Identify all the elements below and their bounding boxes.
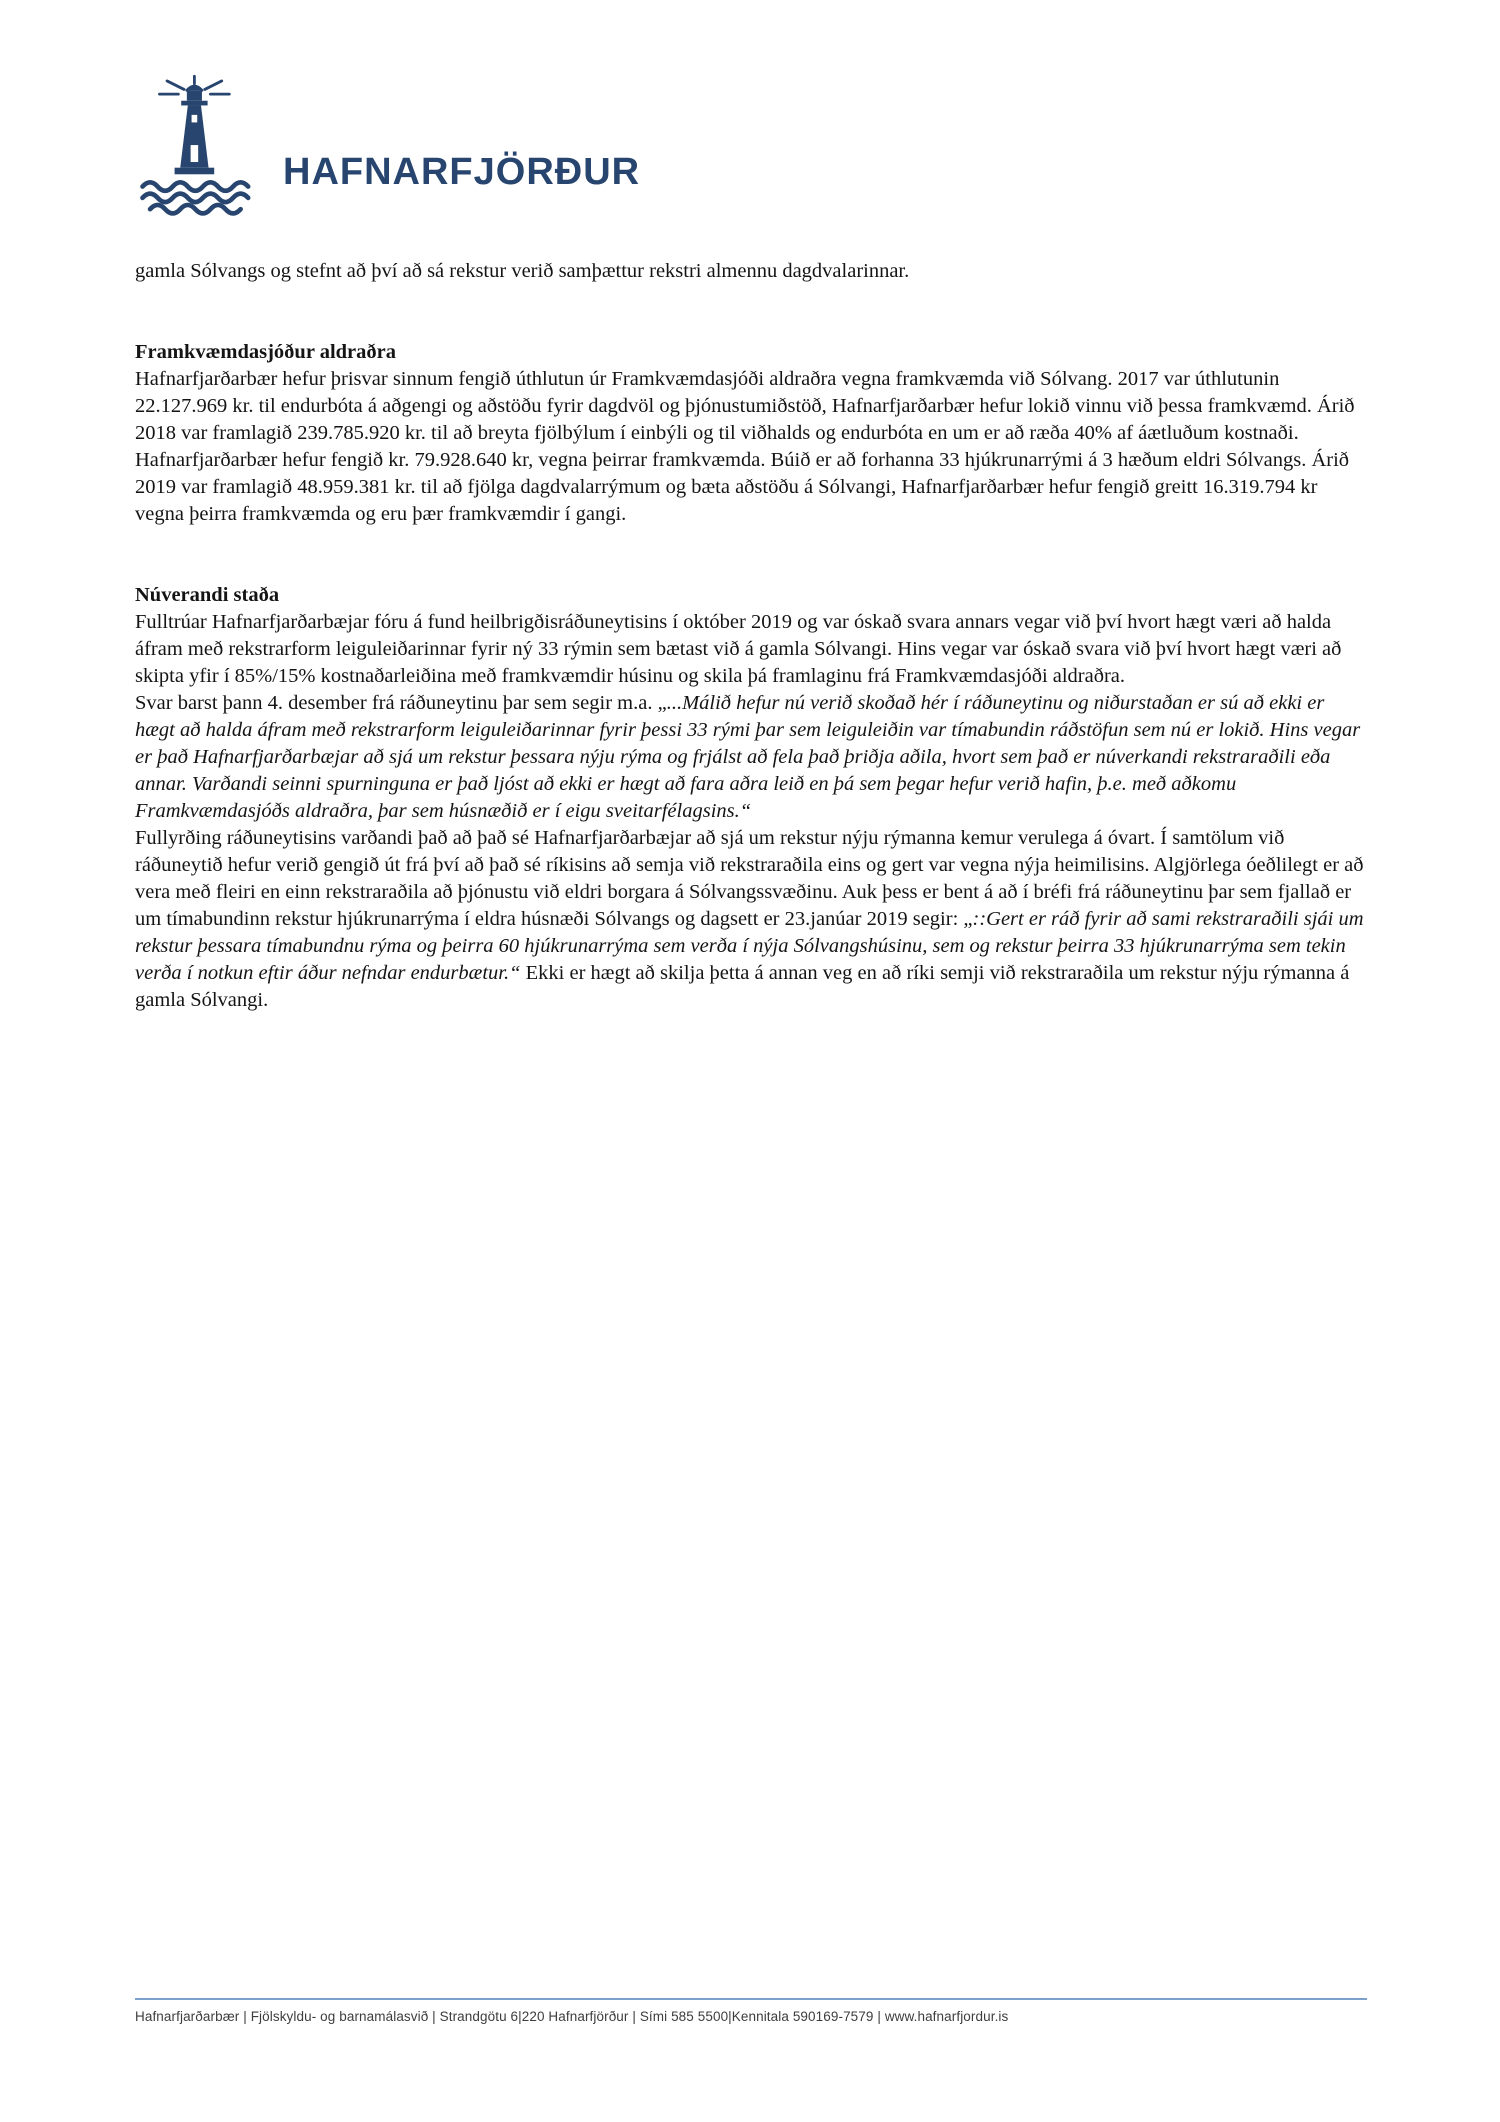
section2-paragraph-3 [135,825,1367,1014]
intro-paragraph: gamla Sólvangs og stefnt að því að sá rekstur verið samþættur rekstri almennu dagdvalarinnar. [135,260,910,282]
section2-paragraph-1: Fulltrúar Hafnarfjarðarbæjar fóru á fund heilbrigðisráðuneytisins í október 2019 og var óskað svara annars vegar við því hvort hægt væri að halda áfram með rekstrarform leiguleiðarinnar fyrir ný 33 rýmin sem bætast við á gamla Sólvangi. Hins vegar var óskað svara við því hvort hægt væri að skipta yfir í 85%/15% kostnaðarleiðina með framkvæmdir húsinu og skila þá framlaginu frá Framkvæmdasjóði aldraðra. [135,611,1342,687]
document-body [135,248,1367,1014]
section2-heading: Núverandi staða [135,584,280,606]
section2-paragraph-2 [135,690,1367,825]
footer-rule [135,1998,1367,2000]
page-footer [135,1998,1367,2024]
ministry-reply-lead: Svar barst þann 4. desember frá ráðuneytinu þar sem segir m.a. „ [135,692,667,714]
letter-quote: ::Gert er ráð fyrir að sami rekstraraðili sjái um rekstur þessara tímabundnu rýma og þeirra 60 hjúkrunarrýma sem verða í nýja Sólvangshúsinu, sem og rekstur þeirra 33 hjúkrunarrýma sem tekin verða í notkun eftir áður nefndar endurbætur.“ [135,908,1364,984]
footer-text: Hafnarfjarðarbær | Fjölskyldu- og barnamálasvið | Strandgötu 6|220 Hafnarfjörður | Sími 585 5500|Kennitala 590169-7579 | www.hafnarfjordur.is [135,2009,1009,2024]
logo [135,72,640,220]
lighthouse-icon [135,72,267,220]
brand-name: HAFNARFJÖRÐUR [283,151,641,193]
response-tail: Ekki er hægt að skilja þetta á annan veg en að ríki semji við rekstraraðila um rekstur nýju rýmanna á gamla Sólvangi. [135,962,1350,1011]
response-lead: Fullyrðing ráðuneytisins varðandi það að það sé Hafnarfjarðarbæjar að sjá um rekstur nýju rýmanna kemur verulega á óvart. Í samtölum við ráðuneytið hefur verið gengið út frá því að það sé ríkisins að semja við rekstraraðila eins og gert var vegna nýja heimilisins. Algjörlega óeðlilegt er að vera með fleiri en einn rekstraraðila að þjónustu við eldri borgara á Sólvangssvæðinu. Auk þess er bent á að í bréfi frá ráðuneytinu þar sem fjallað er um tímabundinn rekstur hjúkrunarrýma í eldra húsnæði Sólvangs og dagsett er 23.janúar 2019 segir: „ [135,827,1364,930]
section1-heading: Framkvæmdasjóður aldraðra [135,341,396,363]
ministry-reply-quote: ...Málið hefur nú verið skoðað hér í ráðuneytinu og niðurstaðan er sú að ekki er hægt að halda áfram með rekstrarform leiguleiðarinnar fyrir þessi 33 rými þar sem leiguleiðin var tímabundin ráðstöfun sem nú er lokið. Hins vegar er það Hafnarfjarðarbæjar að sjá um rekstur þessara nýju rýma og frjálst að fela það þriðja aðila, hvort sem það er núverkandi rekstraraðili eða annar. Varðandi seinni spurninguna er það ljóst að ekki er hægt að fara aðra leið en þá sem þegar hefur verið hafin, þ.e. með aðkomu Framkvæmdasjóðs aldraðra, þar sem húsnæðið er í eigu sveitarfélagsins.“ [135,692,1361,822]
section1-paragraph: Hafnarfjarðarbær hefur þrisvar sinnum fengið úthlutun úr Framkvæmdasjóði aldraðra vegna framkvæmda við Sólvang. 2017 var úthlutunin 22.127.969 kr. til endurbóta á aðgengi og aðstöðu fyrir dagdvöl og þjónustumiðstöð, Hafnarfjarðarbær hefur lokið vinnu við þessa framkvæmd. Árið 2018 var framlagið 239.785.920 kr. til að breyta fjölbýlum í einbýli og til viðhalds og endurbóta en um er að ræða 40% af áætluðum kostnaði. Hafnarfjarðarbær hefur fengið kr. 79.928.640 kr, vegna þeirrar framkvæmda. Búið er að forhanna 33 hjúkrunarrými á 3 hæðum eldri Sólvangs. Árið 2019 var framlagið 48.959.381 kr. til að fjölga dagdvalarrýmum og bæta aðstöðu á Sólvangi, Hafnarfjarðarbær hefur fengið greitt 16.319.794 kr vegna þeirra framkvæmda og eru þær framkvæmdir í gangi. [135,368,1355,525]
